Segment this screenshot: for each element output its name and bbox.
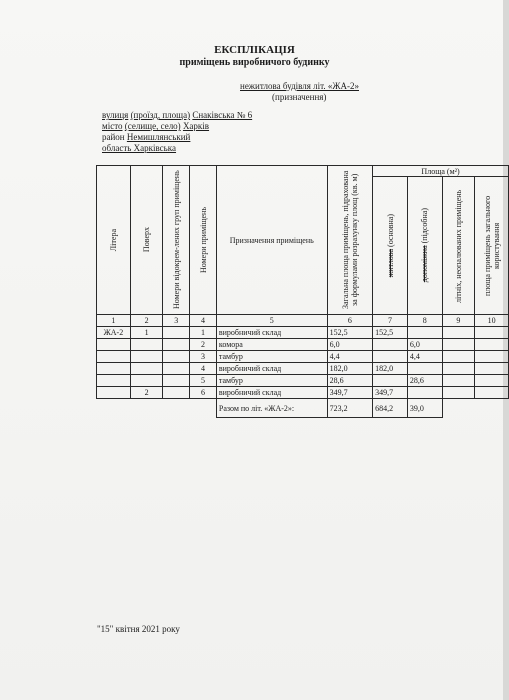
header-aux-struck: допоміжна <box>420 245 430 283</box>
cell-room: 2 <box>190 339 217 351</box>
cell-floor <box>130 339 163 351</box>
cell-group <box>163 375 190 387</box>
col-number: 8 <box>407 315 442 327</box>
cell-total: 28,6 <box>327 375 373 387</box>
cell-room: 4 <box>190 363 217 375</box>
street-value: Снаківська № 6 <box>192 110 253 120</box>
blank-cell <box>163 399 190 418</box>
cell-liter: ЖА-2 <box>97 327 131 339</box>
blank-cell <box>130 399 163 418</box>
table-row <box>97 327 509 339</box>
blank-cell <box>442 399 475 418</box>
header-group-no <box>163 166 190 315</box>
cell-liter <box>97 339 131 351</box>
street-struck-text: (проїзд, площа) <box>130 110 191 120</box>
cell-group <box>163 351 190 363</box>
cell-purpose: тамбур <box>216 375 327 387</box>
cell-liter <box>97 351 131 363</box>
cell-summer <box>442 327 475 339</box>
header-common-text: площа приміщень загального користування <box>482 195 501 296</box>
cell-floor: 2 <box>130 387 163 399</box>
cell-main: 182,0 <box>373 363 408 375</box>
blank-cell <box>475 399 509 418</box>
purpose-caption: (призначення) <box>272 92 327 102</box>
document-date: "15" квітня 2021 року <box>97 624 180 634</box>
city-struck-text: (селище, село) <box>124 121 181 131</box>
cell-floor <box>130 375 163 387</box>
cell-aux <box>407 363 442 375</box>
col-number: 6 <box>327 315 373 327</box>
address-city-line <box>102 121 209 132</box>
col-number: 2 <box>130 315 163 327</box>
cell-common <box>475 363 509 375</box>
cell-main <box>373 351 408 363</box>
cell-summer <box>442 375 475 387</box>
cell-group <box>163 387 190 399</box>
header-room-no <box>190 166 217 315</box>
col-number: 10 <box>475 315 509 327</box>
header-area-group: Площа (м²) <box>373 166 509 177</box>
explication-table <box>96 165 509 418</box>
cell-main <box>373 339 408 351</box>
header-main-area-text <box>386 214 395 277</box>
cell-group <box>163 327 190 339</box>
header-summer-area <box>442 177 475 315</box>
district-label: район <box>102 132 125 142</box>
header-main-struck: житлова <box>385 248 395 278</box>
cell-aux: 4,4 <box>407 351 442 363</box>
cell-total: 4,4 <box>327 351 373 363</box>
street-label: вулиця <box>102 110 129 120</box>
cell-main: 152,5 <box>373 327 408 339</box>
cell-group <box>163 339 190 351</box>
col-number: 1 <box>97 315 131 327</box>
cell-common <box>475 351 509 363</box>
table-row <box>97 375 509 387</box>
header-summer-text: літніх, неопалюваних приміщень <box>453 188 463 303</box>
cell-aux: 6,0 <box>407 339 442 351</box>
header-aux-label: (підсобна) <box>420 208 430 244</box>
cell-aux: 28,6 <box>407 375 442 387</box>
cell-floor <box>130 363 163 375</box>
col-number: 4 <box>190 315 217 327</box>
cell-summer <box>442 351 475 363</box>
cell-group <box>163 363 190 375</box>
cell-purpose: виробничий склад <box>216 363 327 375</box>
cell-purpose: виробничий склад <box>216 387 327 399</box>
cell-liter <box>97 387 131 399</box>
document-title: ЕКСПЛІКАЦІЯ <box>214 44 295 56</box>
cell-total: 6,0 <box>327 339 373 351</box>
table-row <box>97 387 509 399</box>
cell-total: 152,5 <box>327 327 373 339</box>
header-main-label: (основна) <box>385 213 395 247</box>
total-label: Разом по літ. «ЖА-2»: <box>216 399 327 418</box>
cell-room: 3 <box>190 351 217 363</box>
building-purpose: нежитлова будівля літ. «ЖА-2» <box>240 81 359 91</box>
cell-floor <box>130 351 163 363</box>
header-total-area-text: Загальна площа приміщень, підрахована за формулами розрахунку площ (кв. м) <box>340 170 359 310</box>
col-number: 7 <box>373 315 408 327</box>
cell-common <box>475 327 509 339</box>
header-purpose: Призначення приміщень <box>216 166 327 315</box>
city-label: місто <box>102 121 123 131</box>
col-number: 5 <box>216 315 327 327</box>
header-floor <box>130 166 163 315</box>
header-group-no-text: Номери відокрем-лених груп приміщень <box>171 170 181 310</box>
aux-area-sum: 39,0 <box>407 399 442 418</box>
cell-room: 6 <box>190 387 217 399</box>
header-floor-text: Поверх <box>142 227 152 253</box>
cell-summer <box>442 387 475 399</box>
cell-aux <box>407 327 442 339</box>
header-total-area <box>327 166 373 315</box>
header-main-area <box>373 177 408 315</box>
header-common-area <box>475 177 509 315</box>
cell-purpose: виробничий склад <box>216 327 327 339</box>
cell-common <box>475 375 509 387</box>
total-area-sum: 723,2 <box>327 399 373 418</box>
cell-total: 182,0 <box>327 363 373 375</box>
col-number: 3 <box>163 315 190 327</box>
header-aux-area-text <box>420 208 429 282</box>
cell-purpose: комора <box>216 339 327 351</box>
cell-total: 349,7 <box>327 387 373 399</box>
address-region-line: область Харківська <box>102 143 177 153</box>
address-street-line <box>102 110 252 121</box>
column-number-row <box>97 315 509 327</box>
table-row <box>97 363 509 375</box>
cell-main: 349,7 <box>373 387 408 399</box>
cell-common <box>475 387 509 399</box>
blank-cell <box>97 399 131 418</box>
cell-summer <box>442 339 475 351</box>
cell-liter <box>97 363 131 375</box>
header-room-no-text: Номери приміщень <box>198 206 208 273</box>
main-area-sum: 684,2 <box>373 399 408 418</box>
cell-aux <box>407 387 442 399</box>
document-subtitle: приміщень виробничого будинку <box>179 57 330 68</box>
cell-floor: 1 <box>130 327 163 339</box>
table-row <box>97 351 509 363</box>
cell-common <box>475 339 509 351</box>
cell-room: 5 <box>190 375 217 387</box>
header-liter-text: Літера <box>108 228 118 252</box>
district-value: Немишлянський <box>126 132 191 142</box>
cell-purpose: тамбур <box>216 351 327 363</box>
header-aux-area <box>407 177 442 315</box>
address-district-line <box>102 132 190 143</box>
cell-liter <box>97 375 131 387</box>
total-row <box>97 399 509 418</box>
header-liter <box>97 166 131 315</box>
cell-summer <box>442 363 475 375</box>
cell-main <box>373 375 408 387</box>
city-value: Харків <box>182 121 210 131</box>
table-row <box>97 339 509 351</box>
blank-cell <box>190 399 217 418</box>
col-number: 9 <box>442 315 475 327</box>
cell-room: 1 <box>190 327 217 339</box>
